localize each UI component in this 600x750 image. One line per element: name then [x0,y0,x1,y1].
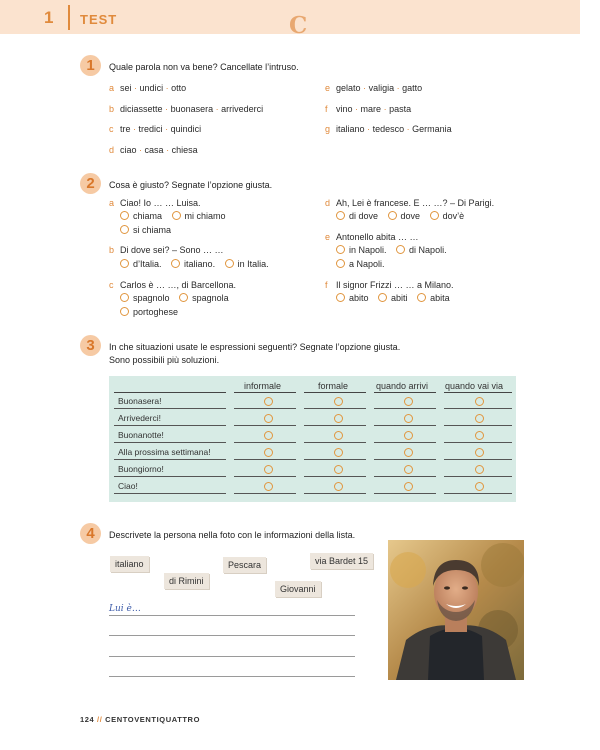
table-cell-line [234,493,296,494]
ex2-a-options [120,211,233,221]
tag-di-rimini: di Rimini [164,573,209,589]
col-header-informale: informale [244,381,282,391]
table-cell-radio[interactable] [404,465,413,474]
table-cell-line [444,476,512,477]
table-cell-radio[interactable] [264,448,273,457]
table-cell-line [444,459,512,460]
page-footer: 124 // CENTOVENTIQUATTRO [80,715,201,724]
exercise-1-number: 1 [80,55,101,76]
ex2-c-prompt: c Carlos è … …, di Barcellona. [109,280,237,290]
man-photo [388,540,524,680]
ex2-d-option-3[interactable]: dov’è [430,211,465,221]
ex1-item-b[interactable]: b diciassette · buonasera · arrivederci [109,104,264,114]
exercise-2-question: Cosa è giusto? Segnate l’opzione giusta. [109,180,273,190]
ex2-d-option-1[interactable]: di dove [336,211,378,221]
ex2-f-options [336,293,457,303]
table-cell-line [234,476,296,477]
ex2-b-option-2[interactable]: italiano. [171,259,215,269]
table-row-label: Alla prossima settimana! [118,447,211,457]
header-line-vai-via [444,392,512,393]
table-cell-line [374,476,436,477]
header-line-arrivi [374,392,436,393]
table-row-label: Ciao! [118,481,138,491]
ex2-c-options-2 [120,307,185,317]
ex2-a-option-1[interactable]: chiama [120,211,162,221]
tag-italiano: italiano [110,556,149,572]
ex2-c-option-2[interactable]: spagnola [179,293,229,303]
writing-line-1[interactable] [109,615,355,616]
table-cell-radio[interactable] [404,448,413,457]
ex2-d-options [336,211,471,221]
ex2-e-options-2 [336,259,392,269]
exercise-2-number: 2 [80,173,101,194]
table-cell-radio[interactable] [334,448,343,457]
table-row-label: Arrivederci! [118,413,161,423]
table-cell-radio[interactable] [404,482,413,491]
table-row-label: Buonasera! [118,396,162,406]
header-line-blank [114,392,226,393]
table-cell-radio[interactable] [404,414,413,423]
table-row-label: Buongiorno! [118,464,164,474]
col-header-vai-via: quando vai via [445,381,504,391]
tag-via-bardet: via Bardet 15 [310,553,373,569]
table-cell-radio[interactable] [475,431,484,440]
table-cell-radio[interactable] [334,465,343,474]
ex2-e-option-3[interactable]: a Napoli. [336,259,385,269]
exercise-4-question: Descrivete la persona nella foto con le informazioni della lista. [109,530,356,540]
ex2-b-option-1[interactable]: d’Italia. [120,259,162,269]
col-header-arrivi: quando arrivi [376,381,429,391]
table-cell-line [304,442,366,443]
table-row-label: Buonanotte! [118,430,164,440]
ex2-f-option-3[interactable]: abita [417,293,450,303]
table-cell-radio[interactable] [264,397,273,406]
table-cell-line [234,442,296,443]
ex1-item-e[interactable]: e gelato · valigia · gatto [325,83,423,93]
exercise-4-number: 4 [80,523,101,544]
ex1-item-d[interactable]: d ciao · casa · chiesa [109,145,198,155]
table-cell-radio[interactable] [264,414,273,423]
ex2-a-prompt: a Ciao! Io … … Luisa. [109,198,201,208]
page-word: CENTOVENTIQUATTRO [105,715,201,724]
table-cell-radio[interactable] [475,482,484,491]
table-cell-line [234,459,296,460]
exercise-1-question: Quale parola non va bene? Cancellate l’intruso. [109,62,299,72]
table-cell-radio[interactable] [404,397,413,406]
table-cell-line [374,493,436,494]
ex2-f-prompt: f Il signor Frizzi … … a Milano. [325,280,454,290]
table-cell-line [444,493,512,494]
table-cell-line [304,408,366,409]
table-cell-line [444,408,512,409]
ex2-d-prompt: d Ah, Lei è francese. E … …? – Di Parigi. [325,198,495,208]
writing-line-2[interactable] [109,635,355,636]
ex1-item-a[interactable]: a sei · undici · otto [109,83,187,93]
handwritten-start: Lui è… [109,604,141,614]
ex2-b-prompt: b Di dove sei? – Sono … … [109,245,224,255]
exercise-3-question-line2: Sono possibili più soluzioni. [109,355,220,365]
table-cell-line [304,459,366,460]
table-cell-line [444,442,512,443]
table-cell-line [374,408,436,409]
ex2-a-option-2[interactable]: mi chiamo [172,211,226,221]
table-row-line [114,493,226,494]
table-cell-radio[interactable] [264,431,273,440]
table-cell-line [304,476,366,477]
ex2-e-prompt: e Antonello abita … … [325,232,419,242]
exercise-3-number: 3 [80,335,101,356]
ex2-c-option-3[interactable]: portoghese [120,307,178,317]
ex2-b-options [120,259,276,269]
table-row-line [114,476,226,477]
table-cell-radio[interactable] [475,397,484,406]
table-cell-radio[interactable] [475,448,484,457]
table-cell-radio[interactable] [334,482,343,491]
ex2-d-option-2[interactable]: dove [388,211,421,221]
table-cell-radio[interactable] [264,482,273,491]
ex2-c-option-1[interactable]: spagnolo [120,293,170,303]
exercise-3-question-line1: In che situazioni usate le espressioni seguenti? Segnate l’opzione giusta. [109,342,401,352]
table-row-line [114,442,226,443]
table-cell-radio[interactable] [404,431,413,440]
ex2-e-option-1[interactable]: in Napoli. [336,245,387,255]
table-cell-line [374,442,436,443]
header-line-formale [304,392,366,393]
ex1-item-g[interactable]: g italiano · tedesco · Germania [325,124,452,134]
ex2-f-option-2[interactable]: abiti [378,293,408,303]
tag-giovanni: Giovanni [275,581,321,597]
unit-number: 1 [44,8,54,27]
writing-line-3[interactable] [109,656,355,657]
ex2-a-options-2 [120,225,178,235]
ex1-item-f[interactable]: f vino · mare · pasta [325,104,412,114]
ex1-item-c[interactable]: c tre · tredici · quindici [109,124,202,134]
ex2-b-option-3[interactable]: in Italia. [225,259,269,269]
col-header-formale: formale [318,381,349,391]
ex2-e-options [336,245,454,255]
table-cell-line [374,459,436,460]
table-cell-line [234,425,296,426]
writing-line-4[interactable] [109,676,355,677]
table-cell-radio[interactable] [334,397,343,406]
table-cell-radio[interactable] [475,414,484,423]
header-line-informale [234,392,296,393]
table-cell-radio[interactable] [264,465,273,474]
section-title: TEST [80,12,118,27]
ex2-a-option-3[interactable]: si chiama [120,225,171,235]
situations-table [109,376,516,502]
table-cell-line [374,425,436,426]
ex2-e-option-2[interactable]: di Napoli. [396,245,447,255]
table-row-line [114,408,226,409]
table-cell-line [304,425,366,426]
test-letter: C [289,12,308,39]
tag-pescara: Pescara [223,557,266,573]
table-cell-radio[interactable] [475,465,484,474]
table-cell-line [444,425,512,426]
table-cell-radio[interactable] [334,431,343,440]
table-row-line [114,459,226,460]
table-row-line [114,425,226,426]
ex2-c-options [120,293,236,303]
header-divider [68,5,70,30]
ex2-f-option-1[interactable]: abito [336,293,369,303]
page-number: 124 [80,715,95,724]
table-cell-line [234,408,296,409]
table-cell-line [304,493,366,494]
table-cell-radio[interactable] [334,414,343,423]
